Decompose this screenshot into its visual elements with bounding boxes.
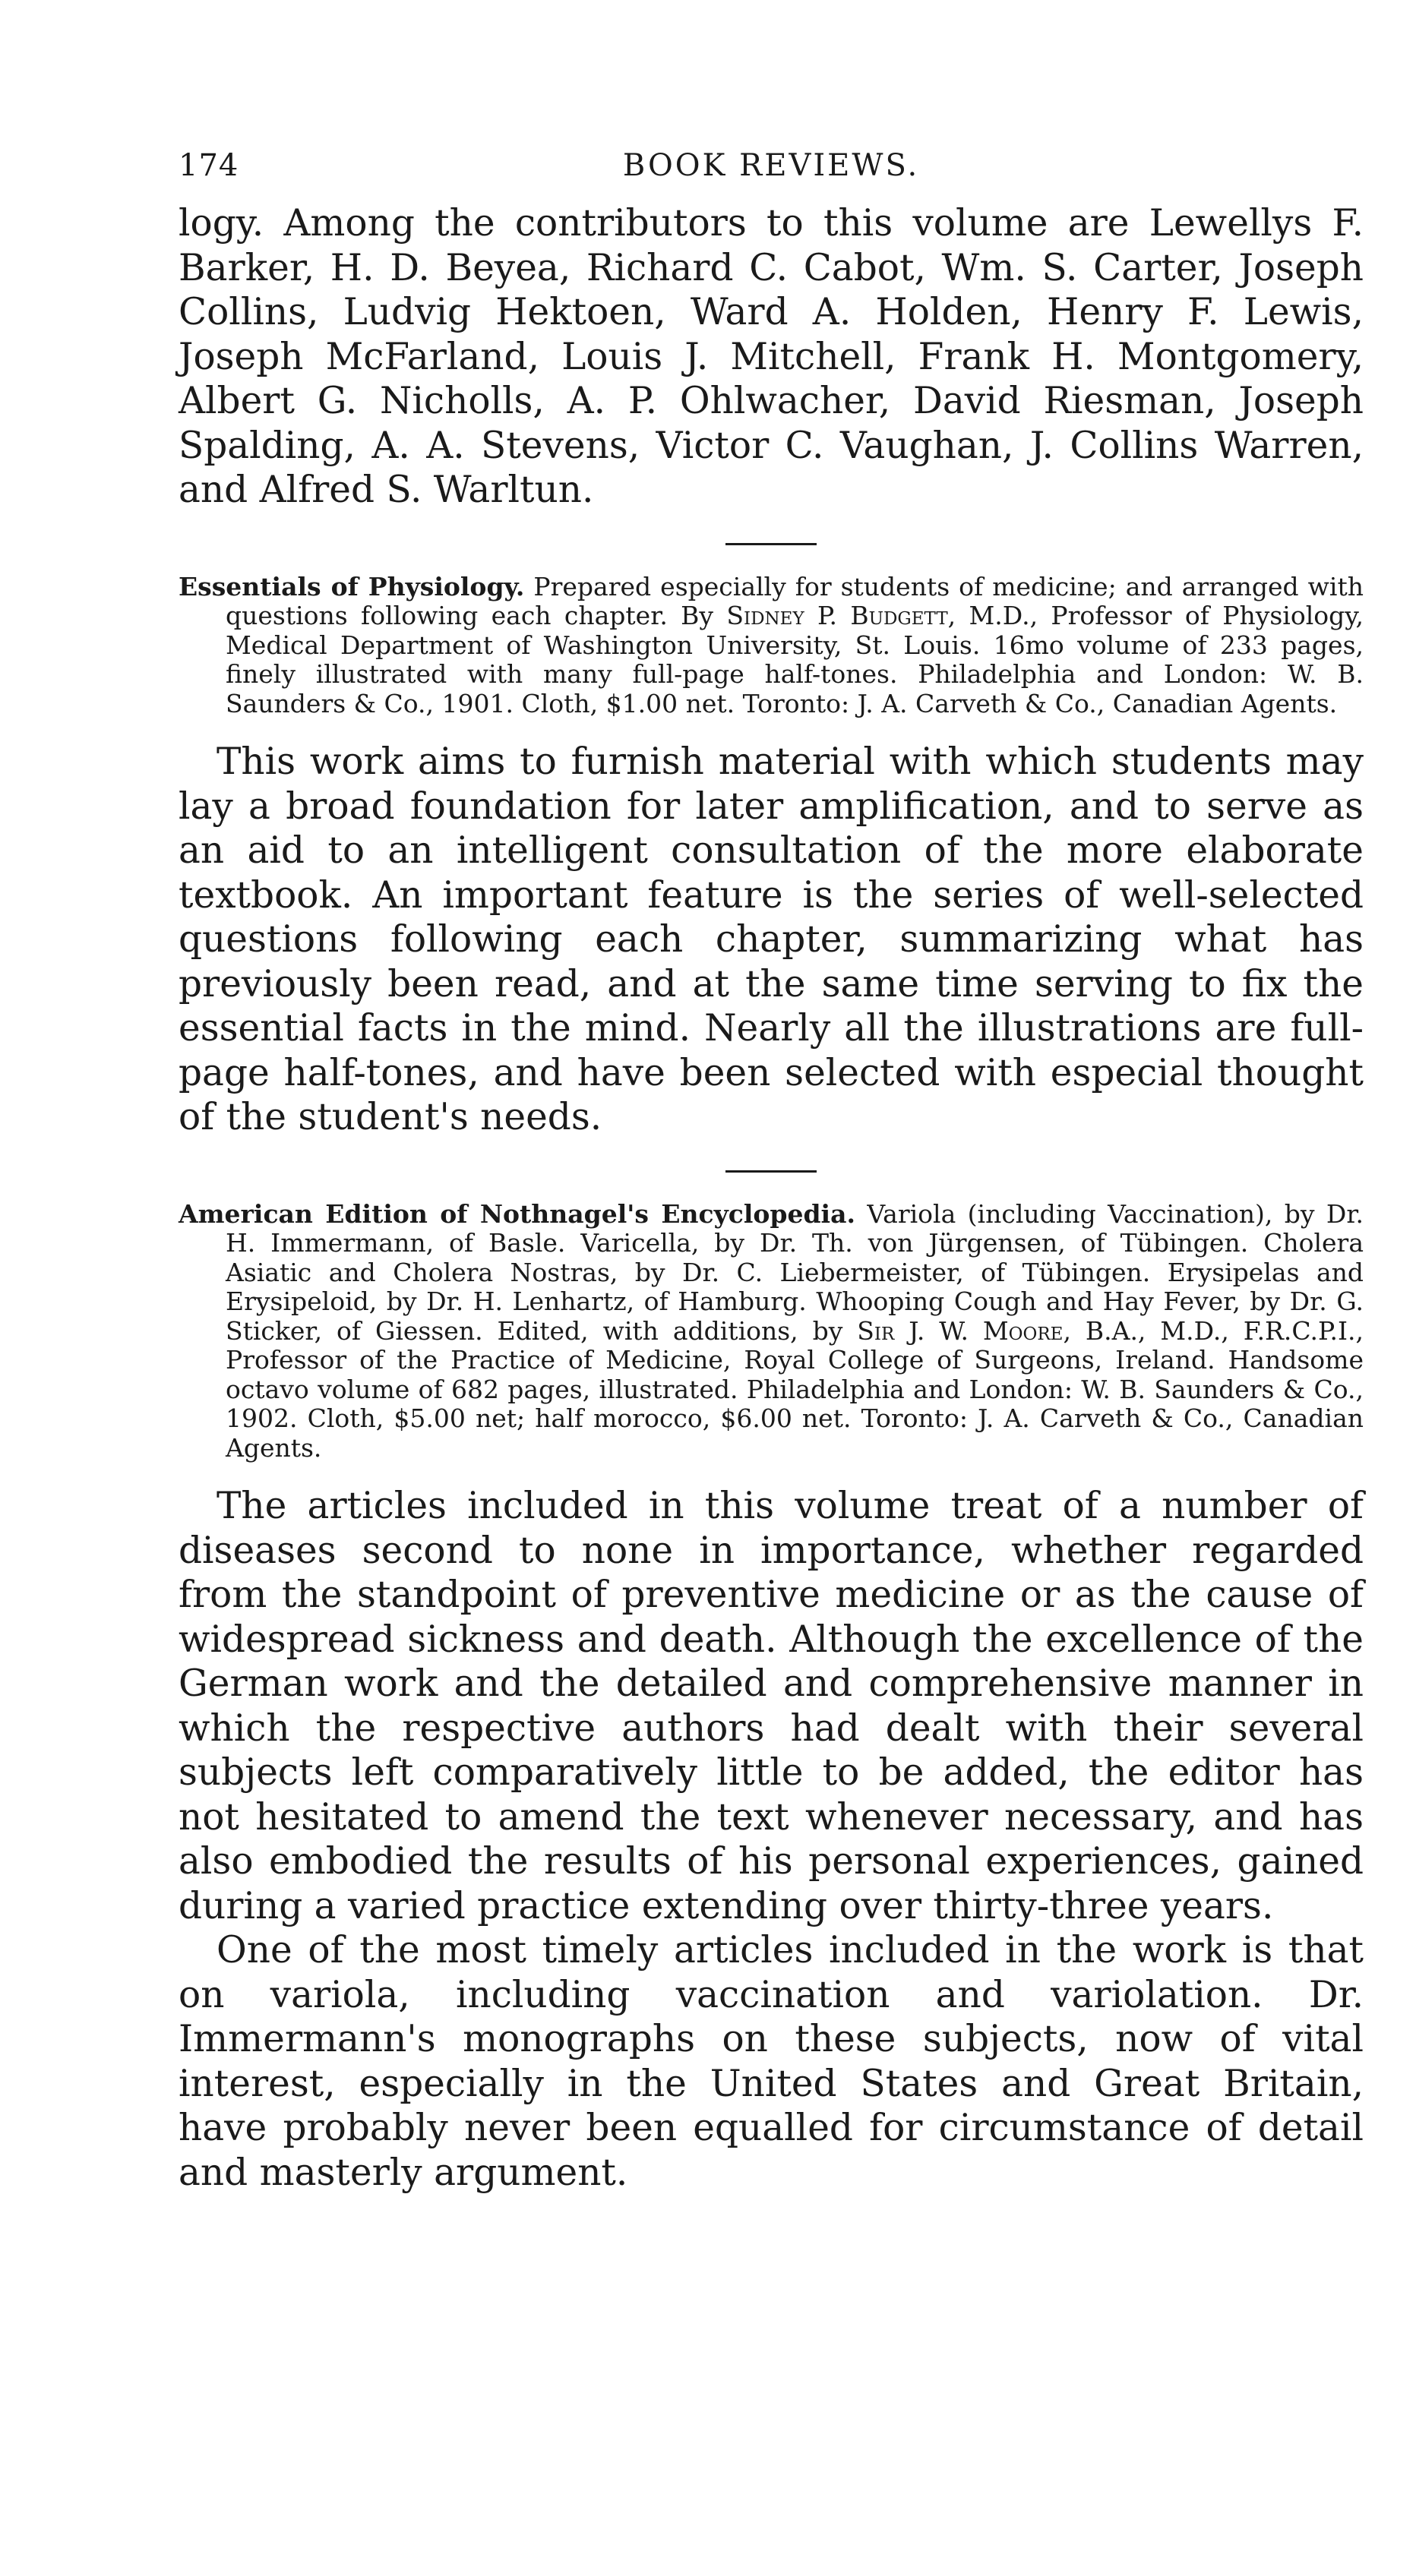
section-divider xyxy=(725,543,817,545)
book-author: Sidney P. Budgett, xyxy=(726,601,956,630)
continuation-paragraph: logy. Among the contributors to this volume are Lewellys F. Barker, H. D. Beyea, Richard C. Cabot, Wm. S. Carter, Joseph Collins, Ludvig Hektoen, Ward A. Holden, Henry F. Lewis, Joseph McFarland, Louis J. Mitchell, Frank H. Montgomery, Albert G. Nicholls, A. P. Ohlwacher, David Riesman, Joseph Spalding, A. A. Stevens, Victor C. Vaughan, J. Collins Warren, and Alfred S. Warltun. xyxy=(179,202,1364,511)
page-number: 174 xyxy=(179,148,239,183)
book-details: Variola (including Vaccination), by Dr. H. Immermann, of Basle. Varicella, by Dr. Th. von Jürgensen, of Tübingen. Cholera Asiatic and Cholera Nostras, by Dr. C. Liebermeister, of Tübingen. Erysipelas and Erysipeloid, by Dr. H. Lenhartz, of Hamburg. Whooping Cough and Hay Fever, by Dr. G. Sticker, of Giessen. Edited, with additions, by xyxy=(226,1198,1364,1346)
book-page xyxy=(179,148,1364,2195)
review-body-nothnagel-p2: One of the most timely articles included in the work is that on variola, including vaccination and variolation. Dr. Immermann's monographs on these subjects, now of vital interest, especially in the United States and Great Britain, have probably never been equalled for circumstance of detail and masterly argument. xyxy=(179,1929,1364,2194)
review-heading-physiology xyxy=(179,573,1364,719)
review-heading-nothnagel xyxy=(179,1200,1364,1463)
book-title: Essentials of Physiology. xyxy=(179,571,525,601)
review-body-physiology: This work aims to furnish material with which students may lay a broad foundation for later amplification, and to serve as an aid to an intelligent consultation of the more elaborate textbook. An important feature is the series of well-selected questions following each chapter, summarizing what has previously been read, and at the same time serving to fix the essential facts in the mind. Nearly all the illustrations are full-page half-tones, and have been selected with especial thought of the student's needs. xyxy=(179,740,1364,1138)
book-details: M.D., Professor of Physiology, Medical Department of Washington University, St. Louis. 16mo volume of 233 pages, finely illustrated with many full-page half-tones. Philadelphia and London: W. B. Saunders & Co., 1901. Cloth, $1.00 net. Toronto: J. A. Carveth & Co., Canadian Agents. xyxy=(226,601,1364,718)
running-title: BOOK REVIEWS. xyxy=(622,148,920,183)
running-header xyxy=(179,148,1364,201)
book-details: B.A., M.D., F.R.C.P.I., Professor of the Practice of Medicine, Royal College of Surgeons, Ireland. Handsome octavo volume of 682 pages, illustrated. Philadelphia and London: W. B. Saunders & Co., 1902. Cloth, $5.00 net; half morocco, $6.00 net. Toronto: J. A. Carveth & Co., Canadian Agents. xyxy=(226,1315,1364,1463)
book-details: Prepared especially for students of medicine; and arranged with questions following each chapter. By xyxy=(226,571,1364,630)
book-editor: Sir J. W. Moore, xyxy=(857,1315,1071,1346)
book-title: American Edition of Nothnagel's Encyclopedia. xyxy=(179,1198,855,1229)
review-body-nothnagel-p1: The articles included in this volume treat of a number of diseases second to none in importance, whether regarded from the standpoint of preventive medicine or as the cause of widespread sickness and death. Although the excellence of the German work and the detailed and comprehensive manner in which the respective authors had dealt with their several subjects left comparatively little to be added, the editor has not hesitated to amend the text whenever necessary, and has also embodied the results of his personal experiences, gained during a varied practice extending over thirty-three years. xyxy=(179,1485,1364,1927)
section-divider xyxy=(725,1170,817,1173)
